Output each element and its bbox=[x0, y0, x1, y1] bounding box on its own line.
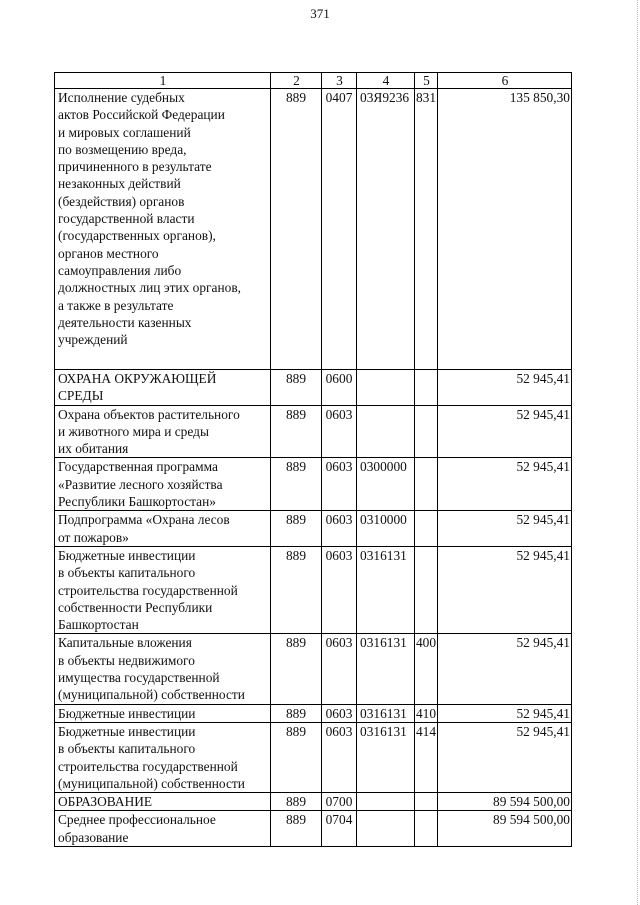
section-code-cell: 0603 bbox=[322, 511, 357, 547]
section-code-cell: 0603 bbox=[322, 704, 357, 722]
expense-type-code-cell bbox=[415, 546, 438, 633]
scan-edge bbox=[636, 0, 638, 905]
admin-code-cell: 889 bbox=[271, 722, 322, 792]
target-code-cell: 0310000 bbox=[357, 511, 415, 547]
table-row bbox=[55, 89, 572, 370]
amount-cell: 89 594 500,00 bbox=[438, 793, 572, 811]
admin-code-cell: 889 bbox=[271, 811, 322, 847]
expense-type-code-cell bbox=[415, 793, 438, 811]
table-row bbox=[55, 511, 572, 547]
amount-cell: 52 945,41 bbox=[438, 722, 572, 792]
table-row bbox=[55, 370, 572, 406]
header-cell: 6 bbox=[438, 73, 572, 89]
expense-type-code-cell bbox=[415, 370, 438, 406]
section-code-cell: 0700 bbox=[322, 793, 357, 811]
admin-code-cell: 889 bbox=[271, 546, 322, 633]
section-code-cell: 0603 bbox=[322, 405, 357, 458]
table-row bbox=[55, 546, 572, 633]
table-row bbox=[55, 704, 572, 722]
section-code-cell: 0407 bbox=[322, 89, 357, 370]
expense-type-code-cell: 410 bbox=[415, 705, 437, 721]
expense-type-code-cell bbox=[415, 405, 438, 458]
section-code-cell: 0600 bbox=[322, 370, 357, 406]
table-body bbox=[55, 73, 572, 847]
table-row bbox=[55, 405, 572, 458]
admin-code-cell: 889 bbox=[271, 370, 322, 406]
header-cell: 2 bbox=[271, 73, 322, 89]
admin-code-cell: 889 bbox=[271, 704, 322, 722]
table-row bbox=[55, 793, 572, 811]
admin-code-cell: 889 bbox=[271, 634, 322, 704]
target-code-cell: 03Я9236 bbox=[357, 89, 415, 370]
target-code-cell bbox=[357, 370, 415, 406]
item-name-cell: Бюджетные инвестиции bbox=[55, 704, 271, 722]
amount-cell: 52 945,41 bbox=[438, 458, 572, 511]
section-code-cell: 0603 bbox=[322, 722, 357, 792]
item-name-cell: ОХРАНА ОКРУЖАЮЩЕЙ СРЕДЫ bbox=[55, 370, 271, 406]
expense-type-code-cell bbox=[415, 458, 438, 511]
section-code-cell: 0704 bbox=[322, 811, 357, 847]
item-name-cell: Бюджетные инвестиции в объекты капитального строительства государственной собственности Республики Башкортостан bbox=[55, 546, 271, 633]
amount-cell: 52 945,41 bbox=[438, 634, 572, 704]
item-name-cell: Капитальные вложения в объекты недвижимого имущества государственной (муниципальной) собственности bbox=[55, 634, 271, 704]
admin-code-cell: 889 bbox=[271, 511, 322, 547]
item-name-cell: Государственная программа «Развитие лесного хозяйства Республики Башкортостан» bbox=[55, 458, 271, 511]
amount-cell: 52 945,41 bbox=[438, 546, 572, 633]
item-name-cell: Охрана объектов растительного и животного мира и среды их обитания bbox=[55, 405, 271, 458]
section-code-cell: 0603 bbox=[322, 634, 357, 704]
expense-type-code-cell: 400 bbox=[415, 634, 438, 704]
admin-code-cell: 889 bbox=[271, 89, 322, 370]
item-name-cell: Исполнение судебных актов Российской Федерации и мировых соглашений по возмещению вреда, причиненного в результате незаконных действий (бездействия) органов государственной власти (государственных органов), органов местного самоуправления либо должностных лиц этих органов, а также в результате деятельности казенных учреждений bbox=[55, 89, 271, 370]
amount-cell: 89 594 500,00 bbox=[438, 811, 572, 847]
target-code-cell bbox=[357, 405, 415, 458]
admin-code-cell: 889 bbox=[271, 405, 322, 458]
table-row bbox=[55, 811, 572, 847]
amount-cell: 52 945,41 bbox=[438, 511, 572, 547]
header-cell: 5 bbox=[415, 73, 438, 89]
target-code-cell: 0316131 bbox=[357, 704, 415, 722]
table-header-row bbox=[55, 73, 572, 89]
expense-type-code-cell: 414 bbox=[415, 722, 438, 792]
header-cell: 3 bbox=[322, 73, 357, 89]
budget-table bbox=[54, 72, 572, 847]
section-code-cell: 0603 bbox=[322, 458, 357, 511]
header-cell: 1 bbox=[55, 73, 271, 89]
expense-type-code-cell: 831 bbox=[415, 89, 438, 370]
target-code-cell: 0300000 bbox=[357, 458, 415, 511]
table-row bbox=[55, 722, 572, 792]
item-name-cell: Среднее профессиональное образование bbox=[55, 811, 271, 847]
page-number: 371 bbox=[310, 6, 330, 21]
expense-type-code-cell bbox=[415, 511, 438, 547]
target-code-cell bbox=[357, 793, 415, 811]
header-cell: 4 bbox=[357, 73, 415, 89]
target-code-cell: 0316131 bbox=[357, 634, 415, 704]
amount-cell: 52 945,41 bbox=[438, 405, 572, 458]
expense-type-code-cell bbox=[415, 811, 438, 847]
item-name-cell: Бюджетные инвестиции в объекты капитального строительства государственной (муниципальной) собственности bbox=[55, 722, 271, 792]
amount-cell: 52 945,41 bbox=[438, 370, 572, 406]
target-code-cell: 0316131 bbox=[357, 722, 415, 792]
item-name-cell: ОБРАЗОВАНИЕ bbox=[55, 793, 271, 811]
target-code-cell: 0316131 bbox=[357, 546, 415, 633]
amount-cell: 52 945,41 bbox=[438, 704, 572, 722]
table-row bbox=[55, 634, 572, 704]
admin-code-cell: 889 bbox=[271, 458, 322, 511]
target-code-cell bbox=[357, 811, 415, 847]
admin-code-cell: 889 bbox=[271, 793, 322, 811]
table-row bbox=[55, 458, 572, 511]
item-name-cell: Подпрограмма «Охрана лесов от пожаров» bbox=[55, 511, 271, 547]
amount-cell: 135 850,30 bbox=[438, 89, 572, 370]
section-code-cell: 0603 bbox=[322, 546, 357, 633]
